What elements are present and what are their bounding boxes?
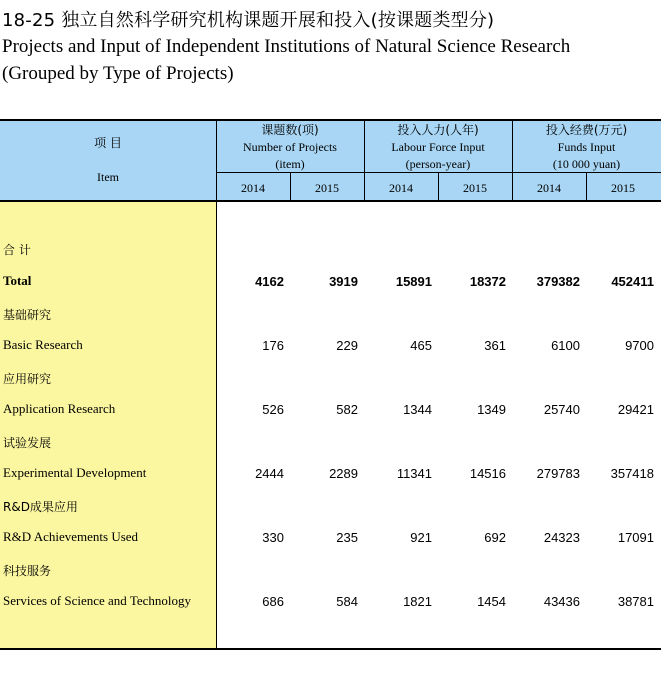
- table-cell: 1349: [477, 402, 506, 417]
- table-cell: 25740: [543, 402, 580, 417]
- table-cell: 176: [262, 338, 284, 353]
- table-cell: 1344: [403, 402, 432, 417]
- table-cell: 43436: [543, 594, 580, 609]
- row-label-en: Total: [3, 273, 32, 288]
- bottom-rule: [0, 648, 661, 650]
- row-label-cn: R&D成果应用: [3, 500, 78, 514]
- stub-divider: [216, 202, 217, 648]
- table-cell: 1454: [477, 594, 506, 609]
- row-label-en: Experimental Development: [3, 465, 147, 480]
- statistics-table: [0, 119, 661, 650]
- row-label-column-background: [0, 202, 216, 648]
- top-rule: [0, 119, 661, 121]
- row-label-en: R&D Achievements Used: [3, 529, 139, 544]
- row-label-en: Basic Research: [3, 337, 83, 352]
- table-cell: 14516: [469, 466, 506, 481]
- year-header: 2014: [537, 181, 561, 195]
- table-cell: 38781: [617, 594, 654, 609]
- row-label-cn: 合 计: [3, 243, 31, 257]
- table-cell: 24323: [543, 530, 580, 545]
- row-label-en: Services of Science and Technology: [3, 593, 192, 608]
- table-title-english: Projects and Input of Independent Institutions of Natural Science Research: [2, 36, 571, 57]
- table-title-english-subtitle: (Grouped by Type of Projects): [2, 63, 234, 84]
- group-header-funds: 投入经费(万元) Funds Input (10 000 yuan): [545, 123, 628, 171]
- table-cell: 1821: [403, 594, 432, 609]
- table-cell: 2289: [329, 466, 358, 481]
- table-title-chinese: 18-25 独立自然科学研究机构课题开展和投入(按课题类型分): [2, 10, 495, 31]
- table-cell: 279783: [536, 466, 580, 481]
- row-label-en: Application Research: [3, 401, 116, 416]
- table-cell: 921: [410, 530, 432, 545]
- table-cell: 465: [410, 338, 432, 353]
- table-cell: 3919: [329, 274, 358, 289]
- table-cell: 11341: [396, 466, 432, 481]
- item-header-cn: 项 目: [94, 136, 122, 150]
- table-cell: 15891: [395, 274, 432, 289]
- table-cell: 452411: [611, 274, 654, 289]
- table-cell: 29421: [617, 402, 654, 417]
- table-cell: 9700: [625, 338, 654, 353]
- item-header-en: Item: [97, 170, 119, 184]
- year-header: 2014: [389, 181, 413, 195]
- table-cell: 2444: [255, 466, 284, 481]
- header-bottom-rule: [0, 200, 661, 202]
- group-header-labour: 投入人力(人年) Labour Force Input (person-year): [391, 123, 485, 171]
- table-cell: 18372: [469, 274, 506, 289]
- row-label-cn: 试验发展: [3, 436, 52, 450]
- row-label-cn: 科技服务: [3, 564, 52, 578]
- table-cell: 361: [484, 338, 506, 353]
- table-cell: 229: [336, 338, 358, 353]
- year-header: 2015: [315, 181, 339, 195]
- year-header: 2014: [241, 181, 265, 195]
- table-cell: 357418: [610, 466, 654, 481]
- table-cell: 692: [484, 530, 506, 545]
- table-cell: 379382: [536, 274, 580, 289]
- table-cell: 235: [336, 530, 358, 545]
- year-header: 2015: [611, 181, 635, 195]
- table-cell: 4162: [255, 274, 284, 289]
- year-header: 2015: [463, 181, 487, 195]
- row-label-cn: 应用研究: [3, 372, 52, 386]
- row-label-cn: 基础研究: [3, 308, 52, 322]
- table-cell: 6100: [551, 338, 580, 353]
- table-cell: 526: [262, 402, 284, 417]
- group-header-projects: 课题数(项) Number of Projects (item): [243, 123, 337, 171]
- table-cell: 584: [336, 594, 358, 609]
- table-cell: 17091: [617, 530, 654, 545]
- table-cell: 582: [336, 402, 358, 417]
- table-cell: 330: [262, 530, 284, 545]
- table-cell: 686: [262, 594, 284, 609]
